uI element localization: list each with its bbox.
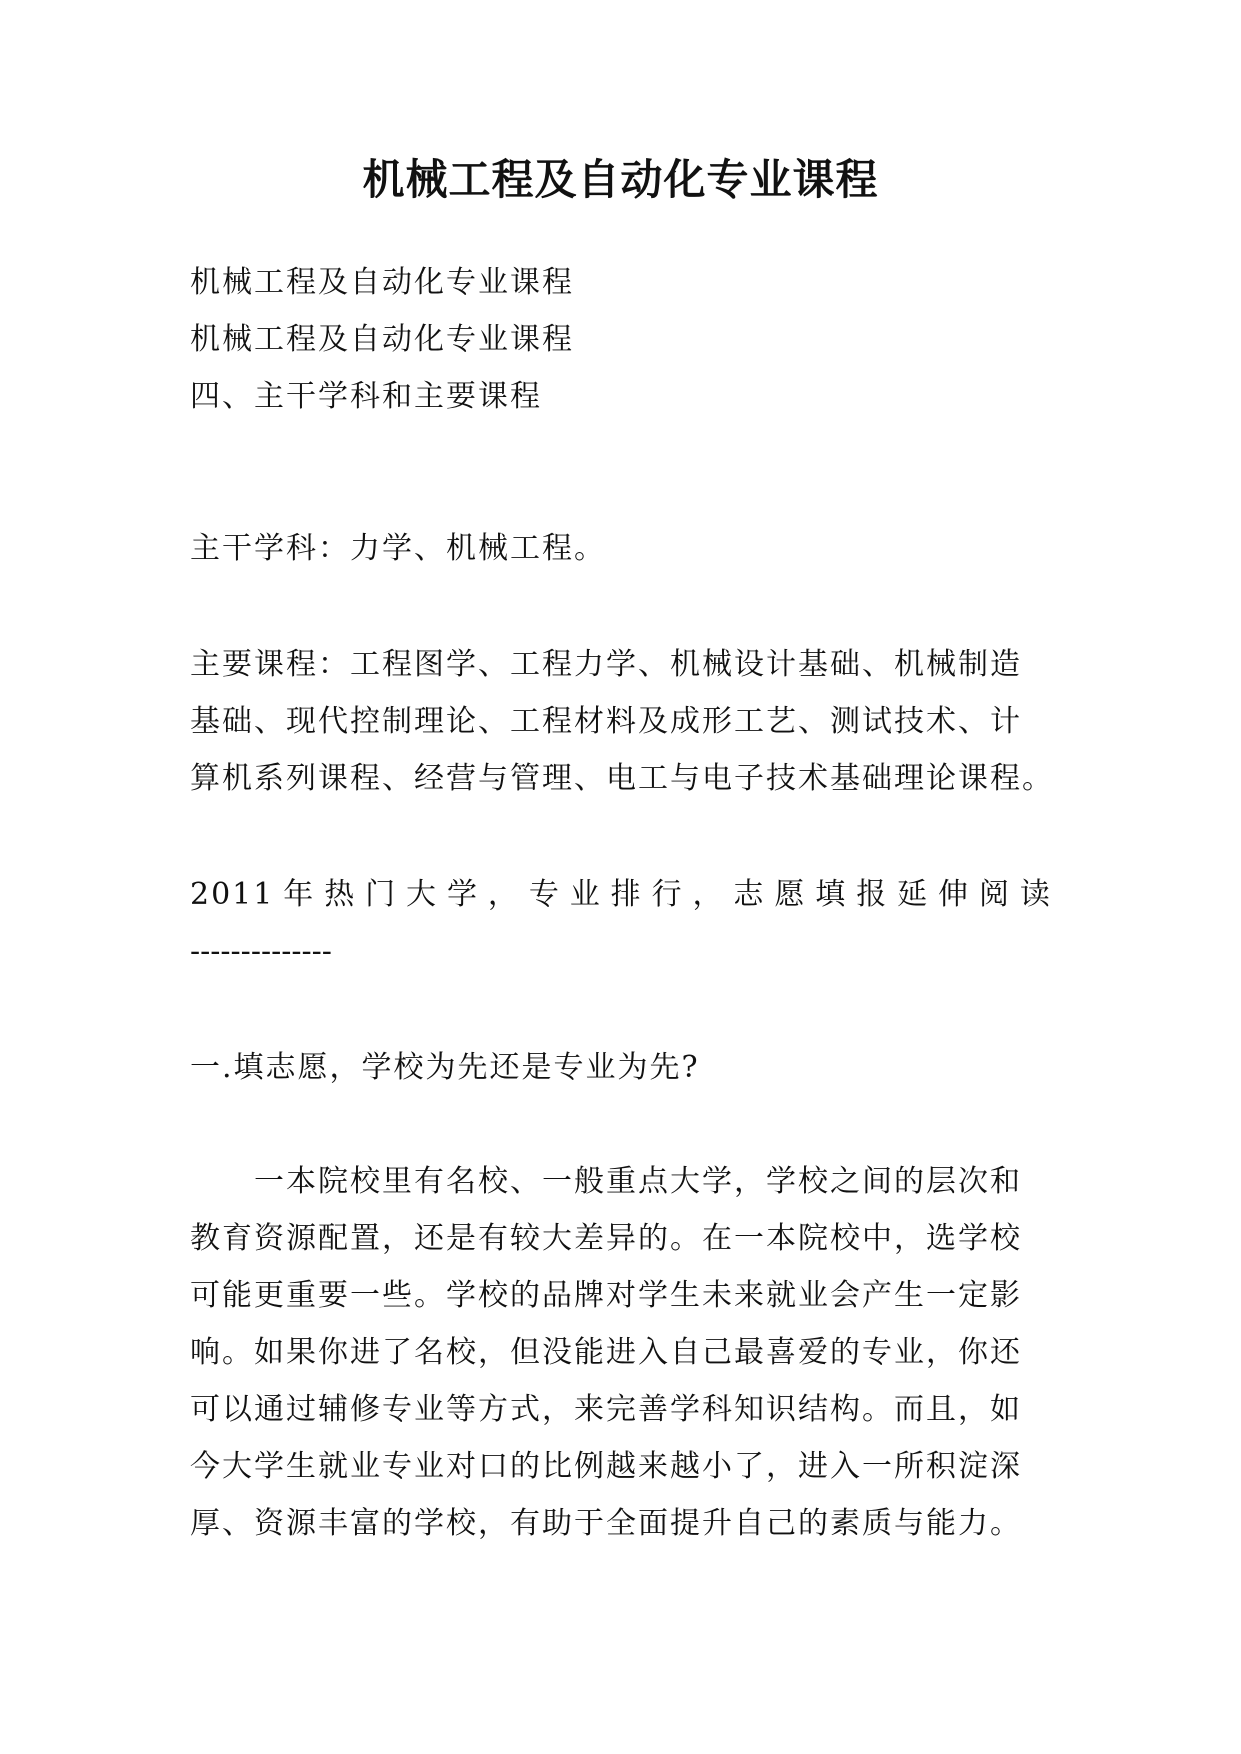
paragraph-line: 今大学生就业专业对口的比例越来越小了，进入一所积淀深 [190, 1449, 1022, 1484]
extended-reading-word: 学 [446, 877, 479, 912]
extended-reading-word: 2011 [190, 877, 275, 912]
extended-reading-word: 读 [1019, 877, 1052, 912]
main-courses-line: 主要课程：工程图学、工程力学、机械设计基础、机械制造 [190, 647, 1022, 682]
extended-reading-word: 排 [610, 877, 643, 912]
extended-reading-word: 专 [528, 877, 561, 912]
extended-reading-word: 门 [365, 877, 398, 912]
dash-separator: -------------- [190, 934, 332, 969]
paragraph-line: 一本院校里有名校、一般重点大学，学校之间的层次和 [190, 1164, 1022, 1199]
paragraph-line: 厚、资源丰富的学校，有助于全面提升自己的素质与能力。 [190, 1506, 1022, 1541]
extended-reading-word: 志 [733, 877, 766, 912]
section-heading: 四、主干学科和主要课程 [190, 379, 542, 414]
question-heading: 一.填志愿，学校为先还是专业为先? [190, 1050, 700, 1085]
extended-reading-word: 愿 [774, 877, 807, 912]
extended-reading-word: 阅 [978, 877, 1011, 912]
paragraph-line: 可以通过辅修专业等方式，来完善学科知识结构。而且，如 [190, 1392, 1022, 1427]
extended-reading-word: ， [692, 877, 725, 912]
extended-reading-word: 年 [283, 877, 316, 912]
extended-reading-word: 报 [856, 877, 889, 912]
main-courses-paragraph [190, 636, 1052, 807]
extended-reading-word: 大 [406, 877, 439, 912]
extended-reading-word: 业 [569, 877, 602, 912]
intro-line: 机械工程及自动化专业课程 [190, 265, 574, 300]
extended-reading-word: ， [487, 877, 520, 912]
main-courses-line: 算机系列课程、经营与管理、电工与电子技术基础理论课程。 [190, 761, 1054, 796]
paragraph-line: 可能更重要一些。学校的品牌对学生未来就业会产生一定影 [190, 1278, 1022, 1313]
extended-reading-word: 行 [651, 877, 684, 912]
extended-reading-word: 填 [815, 877, 848, 912]
document-title: 机械工程及自动化专业课程 [362, 155, 879, 204]
body-paragraph [190, 1153, 1052, 1552]
extended-reading-word: 热 [324, 877, 357, 912]
main-disciplines-text: 主干学科：力学、机械工程。 [190, 531, 606, 566]
intro-line: 机械工程及自动化专业课程 [190, 322, 574, 357]
paragraph-line: 教育资源配置，还是有较大差异的。在一本院校中，选学校 [190, 1221, 1022, 1256]
extended-reading-title [190, 866, 1052, 923]
extended-reading-word: 延 [897, 877, 930, 912]
extended-reading [190, 866, 1052, 980]
extended-reading-word: 伸 [938, 877, 971, 912]
main-courses-line: 基础、现代控制理论、工程材料及成形工艺、测试技术、计 [190, 704, 1022, 739]
paragraph-line: 响。如果你进了名校，但没能进入自己最喜爱的专业，你还 [190, 1335, 1022, 1370]
intro-lines [190, 254, 1052, 425]
